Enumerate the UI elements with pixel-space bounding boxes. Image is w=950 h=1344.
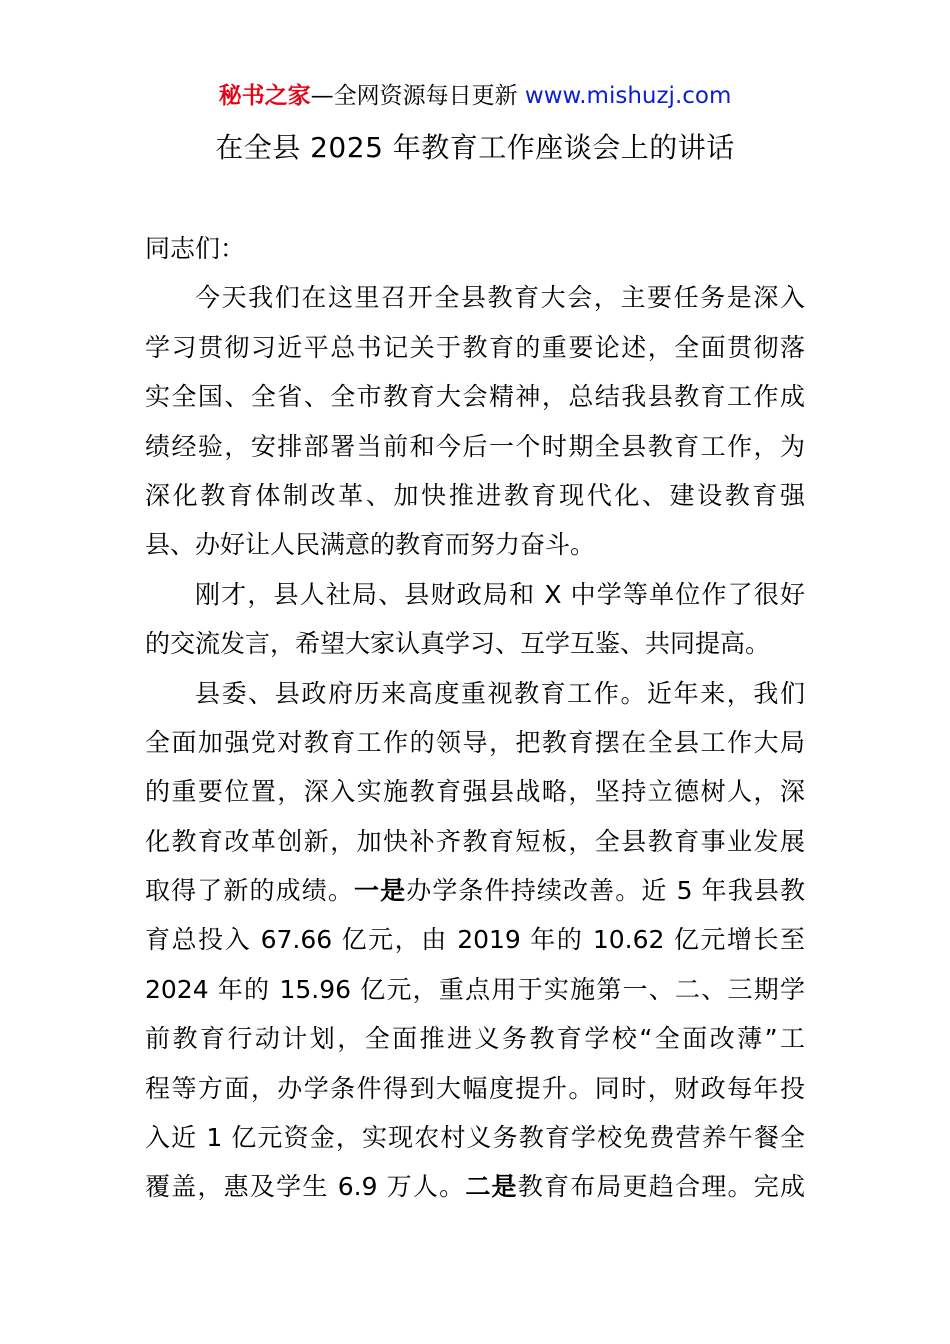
paragraph-line: 育总投入 67.66 亿元，由 2019 年的 10.62 亿元增长至: [145, 925, 805, 955]
paragraph-line: 2024 年的 15.96 亿元，重点用于实施第一、二、三期学: [145, 974, 805, 1004]
paragraph-line: 县委、县政府历来高度重视教育工作。近年来，我们: [195, 678, 805, 708]
site-url-link[interactable]: www.mishuzj.com: [524, 83, 732, 109]
paragraph-line: 深化教育体制改革、加快推进教育现代化、建设教育强: [145, 480, 805, 510]
bold-marker-first: 一是: [354, 876, 407, 906]
paragraph-line: [145, 1162, 805, 1211]
paragraph-line: 今天我们在这里召开全县教育大会，主要任务是深入: [195, 283, 805, 313]
site-brand: 秘书之家: [218, 83, 311, 109]
document-title: 在全县 2025 年教育工作座谈会上的讲话: [215, 131, 735, 164]
paragraph-line: 的交流发言，希望大家认真学习、互学互鉴、共同提高。: [145, 629, 771, 659]
paragraph-line: 程等方面，办学条件得到大幅度提升。同时，财政每年投: [145, 1073, 805, 1103]
paragraph-line: 实全国、全省、全市教育大会精神，总结我县教育工作成: [145, 382, 805, 412]
line-segment: 覆盖，惠及学生 6.9 万人。: [145, 1172, 466, 1202]
paragraph-line: 全面加强党对教育工作的领导，把教育摆在全县工作大局: [145, 727, 805, 757]
line-segment: 教育布局更趋合理。完成: [517, 1172, 805, 1202]
paragraph-line: 学习贯彻习近平总书记关于教育的重要论述，全面贯彻落: [145, 332, 805, 362]
paragraph-line: 绩经验，安排部署当前和今后一个时期全县教育工作，为: [145, 431, 805, 461]
paragraph-line: 刚才，县人社局、县财政局和 X 中学等单位作了很好: [195, 579, 805, 609]
paragraph-line: 前教育行动计划，全面推进义务教育学校“全面改薄”工: [145, 1024, 805, 1054]
site-tagline: —全网资源每日更新: [310, 83, 525, 109]
salutation: 同志们：: [145, 234, 246, 263]
paragraph-line: 入近 1 亿元资金，实现农村义务教育学校免费营养午餐全: [145, 1123, 805, 1153]
line-segment: 取得了新的成绩。: [145, 876, 355, 906]
paragraph-line: 化教育改革创新，加快补齐教育短板，全县教育事业发展: [145, 826, 805, 856]
line-segment: 办学条件持续改善。近 5 年我县教: [406, 876, 805, 906]
site-header: [0, 80, 950, 112]
paragraph-line: 县、办好让人民满意的教育而努力奋斗。: [145, 530, 596, 560]
paragraph-line: 的重要位置，深入实施教育强县战略，坚持立德树人，深: [145, 777, 805, 807]
document-body: [145, 224, 805, 1212]
paragraph-line: [145, 866, 805, 915]
bold-marker-second: 二是: [465, 1172, 518, 1202]
